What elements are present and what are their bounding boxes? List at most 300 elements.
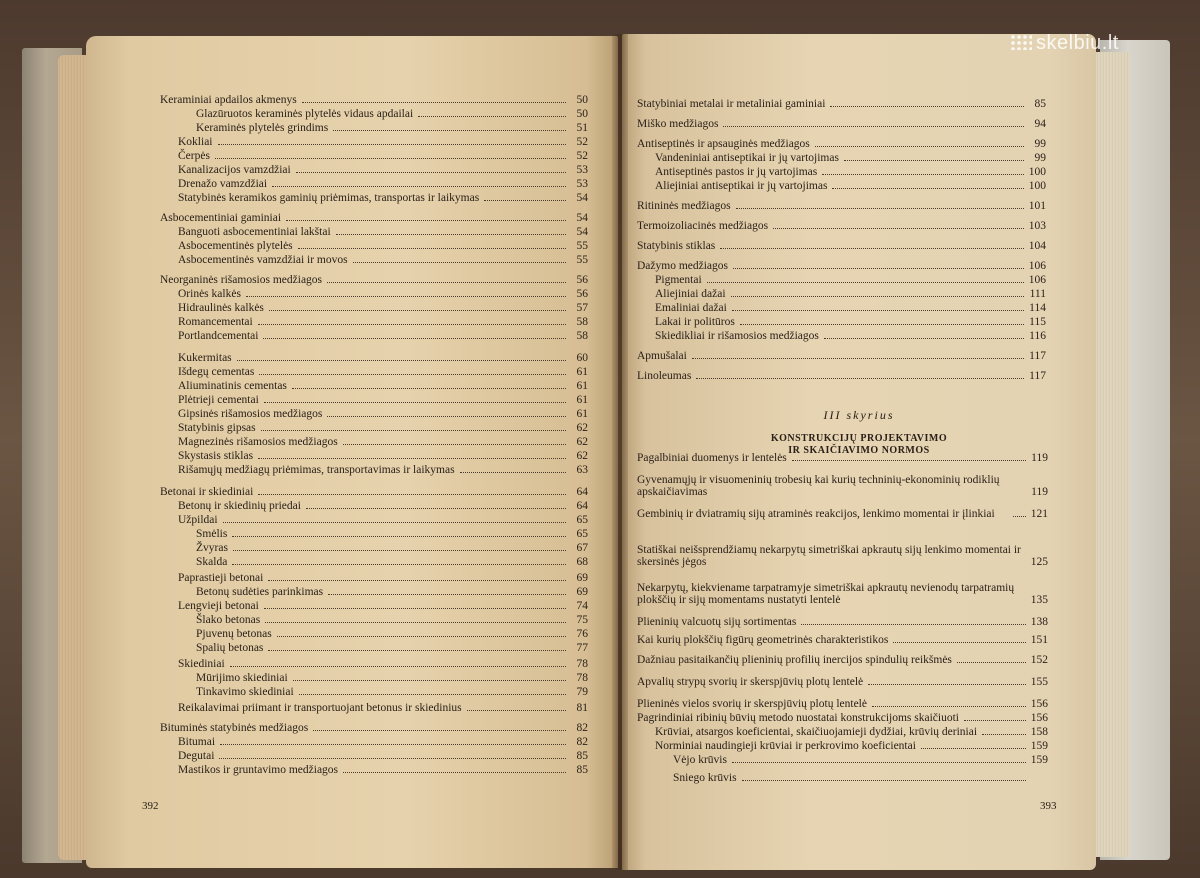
toc-leader-dots bbox=[824, 337, 1024, 339]
toc-entry-title: Skalda bbox=[196, 556, 228, 568]
toc-entry-title: Kai kurių plokščių figūrų geometrinės charakteristikos bbox=[637, 634, 889, 646]
toc-entry-title: Apmušalai bbox=[637, 350, 687, 362]
toc-entry bbox=[160, 94, 588, 106]
toc-entry bbox=[637, 200, 1046, 212]
toc-entry bbox=[196, 542, 588, 554]
toc-entry bbox=[178, 658, 588, 670]
toc-leader-dots bbox=[220, 743, 566, 745]
toc-leader-dots bbox=[732, 309, 1024, 311]
toc-entry-title: Dažymo medžiagos bbox=[637, 260, 729, 272]
toc-entry-title: Tinkavimo skiediniai bbox=[196, 686, 294, 698]
toc-entry-page: 114 bbox=[1029, 302, 1046, 314]
toc-entry bbox=[196, 614, 588, 626]
toc-entry-page: 156 bbox=[1030, 712, 1048, 724]
toc-entry-title: Šlako betonas bbox=[196, 614, 261, 626]
toc-entry-page: 61 bbox=[576, 408, 588, 420]
toc-entry bbox=[178, 288, 588, 300]
toc-leader-dots bbox=[868, 683, 1026, 685]
toc-leader-dots bbox=[982, 733, 1026, 735]
toc-entry-title: Gipsinės rišamosios medžiagos bbox=[178, 408, 323, 420]
toc-entry-page: 69 bbox=[576, 586, 588, 598]
toc-leader-dots bbox=[964, 719, 1026, 721]
toc-leader-dots bbox=[720, 247, 1024, 249]
toc-leader-dots bbox=[237, 359, 566, 361]
toc-entry-title: Pagrindiniai ribinių būvių metodo nuostatai konstrukcijoms skaičiuoti bbox=[637, 712, 959, 724]
toc-entry-title: Mastikos ir gruntavimo medžiagos bbox=[178, 764, 339, 776]
toc-entry-title: Kanalizacijos vamzdžiai bbox=[178, 164, 291, 176]
toc-entry-page: 54 bbox=[576, 192, 588, 204]
toc-entry-page: 53 bbox=[576, 178, 588, 190]
toc-leader-dots bbox=[302, 101, 566, 103]
toc-leader-dots bbox=[259, 373, 566, 375]
toc-entry-page: 55 bbox=[576, 254, 588, 266]
toc-entry-page: 117 bbox=[1029, 350, 1046, 362]
toc-entry-title: Emaliniai dažai bbox=[655, 302, 727, 314]
toc-entry bbox=[178, 352, 588, 364]
toc-entry-title: Vandeniniai antiseptikai ir jų vartojimas bbox=[655, 152, 839, 164]
toc-entry bbox=[196, 686, 588, 698]
toc-entry-title: Kukermitas bbox=[178, 352, 232, 364]
toc-leader-dots bbox=[313, 729, 566, 731]
toc-leader-dots bbox=[215, 157, 566, 159]
toc-leader-dots bbox=[815, 145, 1024, 147]
toc-entry-page: 76 bbox=[576, 628, 588, 640]
toc-entry-page: 94 bbox=[1034, 118, 1046, 130]
toc-entry-title: Mūrijimo skiediniai bbox=[196, 672, 288, 684]
toc-entry-title: Ritininės medžiagos bbox=[637, 200, 731, 212]
toc-entry bbox=[637, 370, 1046, 382]
toc-entry-page: 85 bbox=[1034, 98, 1046, 110]
toc-entry bbox=[178, 330, 588, 342]
toc-entry-title: Reikalavimai priimant ir transportuojant betonus ir skiedinius bbox=[178, 702, 462, 714]
toc-leader-dots bbox=[792, 459, 1026, 461]
toc-entry-page: 62 bbox=[576, 436, 588, 448]
toc-entry-title: Pjuvenų betonas bbox=[196, 628, 272, 640]
toc-entry bbox=[178, 150, 588, 162]
toc-entry-title: Skystasis stiklas bbox=[178, 450, 254, 462]
toc-entry-page: 115 bbox=[1029, 316, 1046, 328]
toc-leader-dots bbox=[742, 779, 1026, 781]
chapter-heading-line-1: KONSTRUKCIJŲ PROJEKTAVIMO bbox=[770, 433, 948, 444]
toc-entry-page: 56 bbox=[576, 288, 588, 300]
toc-leader-dots bbox=[292, 387, 566, 389]
toc-entry-title: Hidraulinės kalkės bbox=[178, 302, 264, 314]
toc-entry bbox=[637, 634, 1048, 646]
toc-leader-dots bbox=[218, 143, 567, 145]
toc-entry-page: 82 bbox=[576, 722, 588, 734]
toc-entry-page: 106 bbox=[1028, 260, 1046, 272]
toc-leader-dots bbox=[293, 679, 566, 681]
toc-leader-dots bbox=[957, 661, 1026, 663]
toc-leader-dots bbox=[418, 115, 566, 117]
toc-entry-page: 152 bbox=[1030, 654, 1048, 666]
toc-leader-dots bbox=[298, 247, 566, 249]
toc-leader-dots bbox=[844, 159, 1024, 161]
toc-entry-page: 117 bbox=[1029, 370, 1046, 382]
toc-entry-page: 135 bbox=[1030, 594, 1048, 606]
toc-entry bbox=[637, 712, 1048, 724]
toc-entry-title: Termoizoliacinės medžiagos bbox=[637, 220, 769, 232]
toc-entry-page: 75 bbox=[576, 614, 588, 626]
toc-entry-title: Sniego krūvis bbox=[673, 772, 737, 784]
toc-leader-dots bbox=[261, 429, 566, 431]
toc-leader-dots bbox=[832, 187, 1024, 189]
toc-entry-title: Statiškai neišsprendžiamų nekarpytų simetriškai apkrautų sijų lenkimo momentai ir skersinės jėgos bbox=[637, 544, 1021, 568]
toc-entry-title: Užpildai bbox=[178, 514, 218, 526]
toc-entry-page: 79 bbox=[576, 686, 588, 698]
toc-entry bbox=[178, 436, 588, 448]
toc-entry bbox=[196, 108, 588, 120]
toc-entry-page: 125 bbox=[1030, 556, 1048, 568]
toc-leader-dots bbox=[460, 471, 566, 473]
toc-entry-title: Gyvenamųjų ir visuomeninių trobesių kai kurių techninių-ekonominių rodiklių apskaičiavimas bbox=[637, 474, 1000, 498]
toc-entry-page: 101 bbox=[1028, 200, 1046, 212]
toc-entry-title: Linoleumas bbox=[637, 370, 692, 382]
toc-leader-dots bbox=[223, 521, 566, 523]
toc-leader-dots bbox=[232, 563, 566, 565]
dots-logo-icon bbox=[1010, 34, 1032, 50]
toc-entry-page: 52 bbox=[576, 150, 588, 162]
toc-entry-page: 116 bbox=[1029, 330, 1046, 342]
toc-entry bbox=[655, 180, 1046, 192]
toc-entry bbox=[178, 394, 588, 406]
toc-entry bbox=[655, 288, 1046, 300]
toc-entry-page: 106 bbox=[1028, 274, 1046, 286]
toc-entry bbox=[196, 628, 588, 640]
page-edges-right bbox=[1090, 52, 1130, 857]
toc-entry-title: Plieninės vielos svorių ir skerspjūvių plotų lentelė bbox=[637, 698, 867, 710]
toc-entry-title: Krūviai, atsargos koeficientai, skaičiuojamieji dydžiai, krūvių deriniai bbox=[655, 726, 978, 738]
toc-entry-title: Rišamųjų medžiagų priėmimas, transportavimas ir laikymas bbox=[178, 464, 455, 476]
toc-entry-title: Kokliai bbox=[178, 136, 213, 148]
toc-leader-dots bbox=[258, 493, 566, 495]
toc-entry-title: Plieninių valcuotų sijų sortimentas bbox=[637, 616, 797, 628]
left-page-number: 392 bbox=[142, 800, 159, 812]
toc-entry bbox=[637, 350, 1046, 362]
toc-entry-title: Skiedikliai ir rišamosios medžiagos bbox=[655, 330, 819, 342]
toc-entry-page: 64 bbox=[576, 500, 588, 512]
toc-leader-dots bbox=[268, 649, 566, 651]
toc-leader-dots bbox=[353, 261, 566, 263]
toc-entry bbox=[637, 118, 1046, 130]
toc-entry-page: 61 bbox=[576, 394, 588, 406]
toc-leader-dots bbox=[732, 761, 1026, 763]
toc-leader-dots bbox=[233, 549, 566, 551]
toc-entry bbox=[655, 726, 1048, 738]
toc-entry-title: Betonų sudėties parinkimas bbox=[196, 586, 324, 598]
toc-entry-title: Išdegų cementas bbox=[178, 366, 255, 378]
toc-entry-title: Banguoti asbocementiniai lakštai bbox=[178, 226, 331, 238]
toc-entry-title: Magnezinės rišamosios medžiagos bbox=[178, 436, 338, 448]
toc-leader-dots bbox=[264, 607, 566, 609]
toc-leader-dots bbox=[707, 281, 1024, 283]
toc-leader-dots bbox=[264, 401, 566, 403]
toc-leader-dots bbox=[306, 507, 566, 509]
toc-entry bbox=[160, 274, 588, 286]
toc-entry-page: 57 bbox=[576, 302, 588, 314]
toc-entry-page: 78 bbox=[576, 672, 588, 684]
toc-entry bbox=[637, 698, 1048, 710]
toc-entry-page: 85 bbox=[576, 750, 588, 762]
toc-entry bbox=[178, 192, 588, 204]
toc-entry-page: 50 bbox=[576, 94, 588, 106]
toc-entry bbox=[178, 254, 588, 266]
toc-entry-title: Statybinis gipsas bbox=[178, 422, 256, 434]
toc-leader-dots bbox=[263, 337, 566, 339]
toc-leader-dots bbox=[265, 621, 566, 623]
toc-entry-page: 159 bbox=[1030, 754, 1048, 766]
toc-entry bbox=[178, 240, 588, 252]
toc-entry bbox=[160, 722, 588, 734]
toc-entry-page: 104 bbox=[1028, 240, 1046, 252]
toc-entry-title: Romancementai bbox=[178, 316, 253, 328]
toc-entry-page: 61 bbox=[576, 366, 588, 378]
toc-entry-page: 100 bbox=[1028, 180, 1046, 192]
toc-leader-dots bbox=[692, 357, 1024, 359]
toc-leader-dots bbox=[740, 323, 1024, 325]
toc-entry-page: 61 bbox=[576, 380, 588, 392]
toc-leader-dots bbox=[336, 233, 566, 235]
toc-entry-title: Drenažo vamzdžiai bbox=[178, 178, 268, 190]
toc-entry-page: 53 bbox=[576, 164, 588, 176]
toc-leader-dots bbox=[467, 709, 566, 711]
toc-entry-title: Orinės kalkės bbox=[178, 288, 241, 300]
chapter-label: III skyrius bbox=[823, 408, 895, 422]
toc-leader-dots bbox=[731, 295, 1024, 297]
toc-entry-page: 119 bbox=[1031, 486, 1048, 498]
toc-entry bbox=[178, 750, 588, 762]
toc-leader-dots bbox=[327, 281, 566, 283]
toc-entry-title: Vėjo krūvis bbox=[673, 754, 727, 766]
toc-entry-title: Aliejiniai dažai bbox=[655, 288, 726, 300]
toc-entry bbox=[196, 586, 588, 598]
toc-entry bbox=[178, 514, 588, 526]
toc-entry-page: 65 bbox=[576, 528, 588, 540]
toc-entry-title: Asbocementiniai gaminiai bbox=[160, 212, 282, 224]
toc-entry-page: 158 bbox=[1030, 726, 1048, 738]
toc-leader-dots bbox=[268, 579, 566, 581]
toc-entry bbox=[637, 474, 1048, 498]
toc-entry-page: 65 bbox=[576, 514, 588, 526]
toc-entry bbox=[178, 380, 588, 392]
toc-entry-title: Aliuminatinis cementas bbox=[178, 380, 287, 392]
toc-entry-page: 151 bbox=[1030, 634, 1048, 646]
toc-leader-dots bbox=[328, 593, 566, 595]
toc-leader-dots bbox=[219, 757, 566, 759]
toc-leader-dots bbox=[696, 377, 1024, 379]
toc-entry bbox=[178, 736, 588, 748]
toc-entry-title: Pigmentai bbox=[655, 274, 702, 286]
toc-entry bbox=[655, 274, 1046, 286]
watermark-text: skelbiu.lt bbox=[1036, 32, 1119, 54]
toc-entry-page: 51 bbox=[576, 122, 588, 134]
toc-entry bbox=[178, 136, 588, 148]
toc-entry bbox=[196, 122, 588, 134]
toc-entry-title: Paprastieji betonai bbox=[178, 572, 264, 584]
toc-entry bbox=[637, 240, 1046, 252]
toc-entry bbox=[178, 600, 588, 612]
toc-entry-title: Dažniau pasitaikančių plieninių profilių inercijos spindulių reikšmės bbox=[637, 654, 952, 666]
toc-leader-dots bbox=[258, 457, 566, 459]
toc-entry bbox=[637, 582, 1048, 606]
toc-entry bbox=[178, 464, 588, 476]
toc-entry-page: 55 bbox=[576, 240, 588, 252]
toc-entry bbox=[178, 702, 588, 714]
toc-entry bbox=[637, 260, 1046, 272]
toc-leader-dots bbox=[286, 219, 566, 221]
toc-entry-page: 54 bbox=[576, 226, 588, 238]
toc-entry-title: Skiediniai bbox=[178, 658, 225, 670]
toc-entry-title: Statybiniai metalai ir metaliniai gaminiai bbox=[637, 98, 826, 110]
watermark bbox=[1010, 32, 1119, 55]
right-page-number: 393 bbox=[1040, 800, 1057, 812]
toc-entry-title: Antiseptinės pastos ir jų vartojimas bbox=[655, 166, 818, 178]
toc-leader-dots bbox=[232, 535, 566, 537]
toc-leader-dots bbox=[272, 185, 566, 187]
toc-entry-title: Keraminės plytelės grindims bbox=[196, 122, 329, 134]
toc-entry-title: Bitumai bbox=[178, 736, 216, 748]
toc-entry-page: 64 bbox=[576, 486, 588, 498]
toc-entry-page: 138 bbox=[1030, 616, 1048, 628]
toc-entry-title: Aliejiniai antiseptikai ir jų vartojimas bbox=[655, 180, 828, 192]
toc-entry bbox=[160, 212, 588, 224]
toc-leader-dots bbox=[830, 105, 1024, 107]
toc-leader-dots bbox=[484, 199, 566, 201]
toc-entry-title: Gembinių ir dviatramių sijų atraminės reakcijos, lenkimo momentai ir įlinkiai bbox=[637, 508, 995, 520]
toc-entry-page: 159 bbox=[1030, 740, 1048, 752]
toc-entry bbox=[655, 316, 1046, 328]
toc-entry bbox=[196, 528, 588, 540]
toc-leader-dots bbox=[299, 693, 566, 695]
toc-entry-page: 67 bbox=[576, 542, 588, 554]
toc-entry-page: 52 bbox=[576, 136, 588, 148]
toc-entry bbox=[637, 220, 1046, 232]
toc-entry-title: Keraminiai apdailos akmenys bbox=[160, 94, 297, 106]
toc-entry-title: Smėlis bbox=[196, 528, 228, 540]
toc-entry bbox=[196, 642, 588, 654]
toc-entry bbox=[196, 556, 588, 568]
toc-leader-dots bbox=[736, 207, 1024, 209]
toc-entry bbox=[178, 164, 588, 176]
toc-entry-title: Apvalių strypų svorių ir skerspjūvių plotų lentelė bbox=[637, 676, 864, 688]
toc-entry-title: Antiseptinės ir apsauginės medžiagos bbox=[637, 138, 810, 150]
toc-entry-page: 77 bbox=[576, 642, 588, 654]
toc-entry bbox=[178, 178, 588, 190]
toc-leader-dots bbox=[921, 747, 1026, 749]
toc-entry bbox=[178, 500, 588, 512]
toc-entry-title: Spalių betonas bbox=[196, 642, 264, 654]
toc-entry bbox=[655, 166, 1046, 178]
toc-entry bbox=[178, 450, 588, 462]
toc-entry-page: 62 bbox=[576, 450, 588, 462]
toc-entry bbox=[673, 754, 1048, 766]
toc-entry bbox=[178, 316, 588, 328]
toc-entry bbox=[637, 508, 1048, 520]
toc-entry-page: 82 bbox=[576, 736, 588, 748]
toc-entry-page: 119 bbox=[1031, 452, 1048, 464]
toc-entry bbox=[637, 98, 1046, 110]
toc-entry-page: 155 bbox=[1030, 676, 1048, 688]
toc-entry-title: Degutai bbox=[178, 750, 215, 762]
toc-entry bbox=[178, 226, 588, 238]
toc-entry bbox=[655, 302, 1046, 314]
toc-leader-dots bbox=[733, 267, 1024, 269]
toc-entry-page: 99 bbox=[1034, 152, 1046, 164]
toc-entry-page: 58 bbox=[576, 316, 588, 328]
toc-entry-page: 74 bbox=[576, 600, 588, 612]
toc-leader-dots bbox=[230, 665, 566, 667]
toc-entry bbox=[178, 422, 588, 434]
toc-entry-title: Betonai ir skiediniai bbox=[160, 486, 254, 498]
toc-entry-page: 85 bbox=[576, 764, 588, 776]
toc-entry-title: Norminiai naudingieji krūviai ir perkrovimo koeficientai bbox=[655, 740, 916, 752]
toc-entry-title: Statybinis stiklas bbox=[637, 240, 716, 252]
toc-entry-title: Statybinės keramikos gaminių priėmimas, transportas ir laikymas bbox=[178, 192, 480, 204]
toc-entry-title: Nekarpytų, kiekviename tarpatramyje simetriškai apkrautų nevienodų tarpatramių plokščių ir sijų momentams nustatyti lentelė bbox=[637, 582, 1015, 606]
toc-entry bbox=[655, 740, 1048, 752]
toc-entry-page: 100 bbox=[1028, 166, 1046, 178]
toc-leader-dots bbox=[327, 415, 566, 417]
toc-entry-title: Čerpės bbox=[178, 150, 210, 162]
toc-entry-title: Lakai ir politūros bbox=[655, 316, 735, 328]
toc-entry-page: 60 bbox=[576, 352, 588, 364]
chapter-heading-line-2: IR SKAIČIAVIMO NORMOS bbox=[788, 445, 930, 456]
toc-entry bbox=[178, 408, 588, 420]
toc-entry-page: 111 bbox=[1029, 288, 1046, 300]
toc-entry-title: Asbocementinės vamzdžiai ir movos bbox=[178, 254, 348, 266]
toc-entry-title: Betonų ir skiedinių priedai bbox=[178, 500, 301, 512]
toc-entry-title: Neorganinės rišamosios medžiagos bbox=[160, 274, 323, 286]
toc-leader-dots bbox=[269, 309, 566, 311]
toc-entry bbox=[655, 330, 1046, 342]
toc-entry-page: 56 bbox=[576, 274, 588, 286]
chapter-header bbox=[622, 408, 1096, 457]
toc-entry-page: 121 bbox=[1030, 508, 1049, 520]
toc-entry bbox=[637, 676, 1048, 688]
toc-entry-title: Lengvieji betonai bbox=[178, 600, 259, 612]
toc-entry bbox=[196, 672, 588, 684]
toc-leader-dots bbox=[343, 771, 566, 773]
toc-entry-page: 81 bbox=[576, 702, 588, 714]
toc-entry bbox=[178, 302, 588, 314]
toc-entry-page: 50 bbox=[576, 108, 588, 120]
toc-entry-title: Žvyras bbox=[196, 542, 228, 554]
toc-leader-dots bbox=[296, 171, 566, 173]
toc-leader-dots bbox=[246, 295, 566, 297]
toc-entry-page: 62 bbox=[576, 422, 588, 434]
toc-leader-dots bbox=[773, 227, 1024, 229]
toc-entry-page: 68 bbox=[576, 556, 588, 568]
toc-leader-dots bbox=[822, 173, 1024, 175]
toc-leader-dots bbox=[801, 623, 1026, 625]
toc-entry bbox=[637, 544, 1048, 568]
toc-entry bbox=[178, 764, 588, 776]
toc-entry-title: Asbocementinės plytelės bbox=[178, 240, 293, 252]
toc-leader-dots bbox=[893, 641, 1026, 643]
toc-entry-title: Glazūruotos keraminės plytelės vidaus apdailai bbox=[196, 108, 414, 120]
toc-entry bbox=[160, 486, 588, 498]
toc-entry bbox=[637, 654, 1048, 666]
toc-entry-page: 54 bbox=[576, 212, 588, 224]
toc-entry bbox=[673, 772, 1048, 784]
toc-entry-page: 156 bbox=[1030, 698, 1048, 710]
toc-entry-page: 78 bbox=[576, 658, 588, 670]
toc-leader-dots bbox=[872, 705, 1026, 707]
toc-entry bbox=[637, 616, 1048, 628]
toc-entry-title: Pagalbiniai duomenys ir lentelės bbox=[637, 452, 787, 464]
toc-entry bbox=[655, 152, 1046, 164]
toc-entry-title: Bituminės statybinės medžiagos bbox=[160, 722, 309, 734]
